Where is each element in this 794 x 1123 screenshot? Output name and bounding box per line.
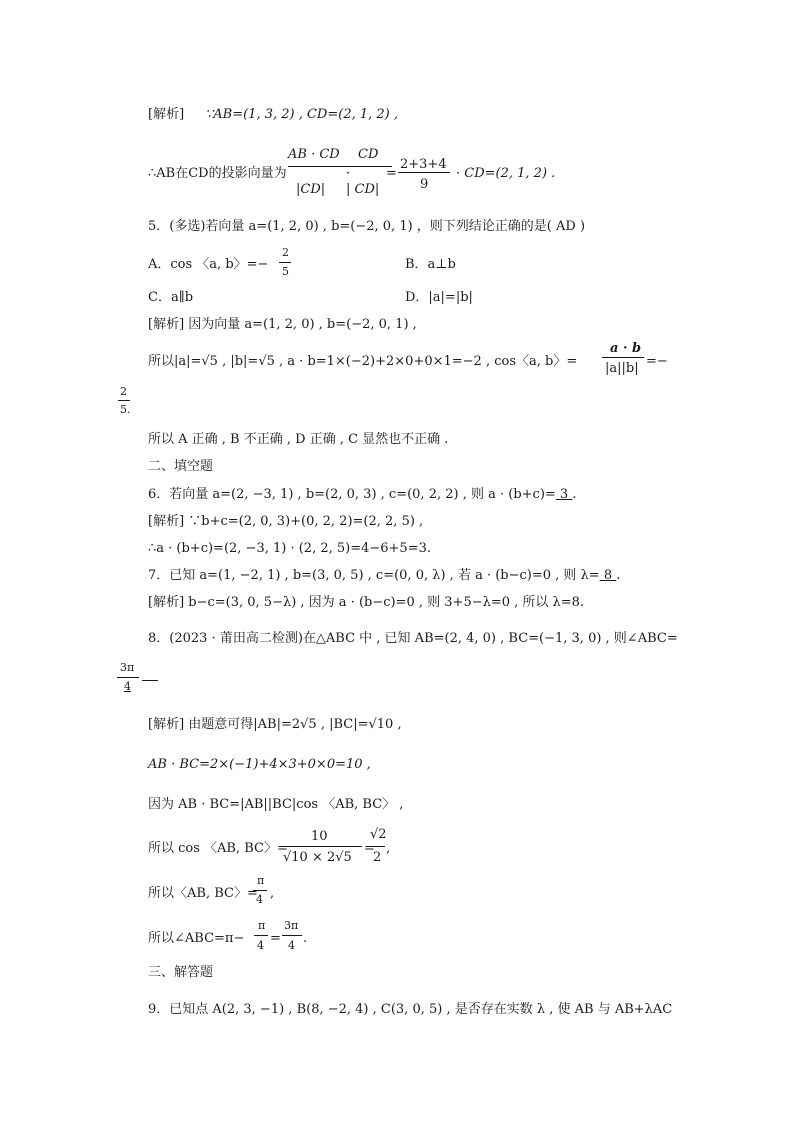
solution-4-num: 10	[311, 829, 328, 844]
question-8-solution-4: 所以 cos 〈AB, BC〉=	[148, 841, 288, 856]
question-8-answer-num: 3π	[120, 661, 135, 674]
question-6-answer: 3	[555, 487, 573, 502]
solution-5-post: ,	[270, 886, 275, 901]
question-7-answer: 8	[599, 568, 617, 583]
question-5-stem: 5．(多选)若向量 a=(1, 2, 0) , b=(−2, 0, 1) ，则下列结论正确的是( AD )	[148, 219, 586, 234]
fraction-bar	[282, 935, 302, 936]
solution-6-num2: 3π	[284, 919, 299, 932]
solution-4-num2: √2	[370, 827, 387, 842]
projection-suffix: · CD=(2, 1, 2) .	[456, 166, 556, 181]
question-7-text: 7．已知 a=(1, −2, 1) , b=(3, 0, 5) , c=(0, 0, λ) , 若 a · (b−c)=0 , 则 λ=	[148, 568, 600, 583]
projection-prefix: ∴AB在CD的投影向量为	[148, 166, 287, 181]
question-8-solution-1: [解析] 由题意可得|AB|=2√5 , |BC|=√10 ,	[148, 717, 402, 732]
projection-den2: | CD|	[346, 182, 380, 197]
question-6-text: 6．若向量 a=(2, −3, 1) , b=(2, 0, 3) , c=(0, 2, 2) , 则 a · (b+c)=	[148, 487, 556, 502]
question-9-stem: 9．已知点 A(2, 3, −1) , B(8, −2, 4) , C(3, 0, 5) , 是否存在实数 λ , 使 AB 与 AB+λAC	[148, 1002, 673, 1017]
question-6-solution-1: [解析] ∵b+c=(2, 0, 3)+(0, 2, 2)=(2, 2, 5) ,	[148, 514, 424, 529]
fraction-bar	[117, 677, 139, 678]
question-8-solution-2: AB · BC=2×(−1)+4×3+0×0=10 ,	[148, 757, 371, 772]
question-5-conclusion: 所以 A 正确 , B 不正确 , D 正确 , C 显然也不正确 .	[148, 432, 449, 447]
question-5-option-a: A．cos 〈a, b〉=−	[148, 257, 269, 272]
option-a-num: 2	[282, 246, 289, 259]
projection-num3: 2+3+4	[400, 157, 447, 172]
question-5-option-b: B．a⊥b	[405, 257, 456, 272]
question-6-solution-2: ∴a · (b+c)=(2, −3, 1) · (2, 2, 5)=4−6+5=3.	[148, 541, 431, 556]
solution-5-num: π	[257, 874, 265, 887]
projection-eq: =	[386, 166, 397, 181]
fraction-bar	[288, 166, 340, 167]
fraction-bar	[602, 357, 644, 358]
fraction-bar	[279, 262, 291, 263]
solution-6-post: .	[303, 931, 308, 946]
fraction-bar	[254, 935, 268, 936]
option-a-den: 5	[282, 265, 289, 278]
solution-4-given: ∵AB=(1, 3, 2) , CD=(2, 1, 2) ,	[205, 107, 399, 122]
question-5-option-d: D．|a|=|b|	[405, 290, 473, 305]
question-8-answer-den: 4	[124, 680, 131, 693]
section-heading-fill-in: 二、填空题	[148, 459, 214, 474]
fraction-bar	[340, 166, 392, 167]
projection-dot: ·	[346, 166, 351, 181]
question-7-solution: [解析] b−c=(3, 0, 5−λ) , 因为 a · (b−c)=0 , 则 3+5−λ=0 , 所以 λ=8.	[148, 595, 585, 610]
question-6-end: .	[572, 487, 577, 502]
solution-4-den2: 2	[373, 850, 382, 865]
solution-6-eq: =	[270, 931, 281, 946]
fraction-bar	[369, 846, 385, 847]
projection-num1: AB · CD	[288, 147, 340, 162]
question-5-solution-2: 所以|a|=√5 , |b|=√5 , a · b=1×(−2)+2×0+0×1=−2 , cos〈a, b〉=	[148, 354, 578, 369]
solution-5-den: 4	[256, 893, 263, 906]
fraction-bar	[398, 172, 450, 173]
solution-4-eq: =	[364, 841, 375, 856]
solution-frac-num: a · b	[610, 341, 642, 356]
solution-4-tag: [解析]	[148, 107, 185, 122]
question-6-stem	[148, 488, 576, 501]
question-8-solution-5: 所以〈AB, BC〉=	[148, 886, 258, 901]
solution-6-den: 4	[257, 939, 264, 952]
fraction-bar	[282, 846, 362, 847]
projection-den1: |CD|	[296, 182, 326, 197]
question-8-solution-6: 所以∠ABC=π−	[148, 931, 245, 946]
question-5-option-c: C．a∥b	[148, 290, 194, 305]
answer-blank-line	[142, 678, 158, 681]
fraction-bar	[118, 400, 130, 401]
continued-num: 2	[120, 385, 127, 398]
continued-den: 5.	[120, 403, 131, 416]
question-5-solution-1: [解析] 因为向量 a=(1, 2, 0) , b=(−2, 0, 1) ,	[148, 317, 417, 332]
solution-4-den: √10 × 2√5	[283, 850, 352, 865]
section-heading-answer: 三、解答题	[148, 965, 214, 980]
question-7-stem	[148, 569, 620, 582]
projection-num2: CD	[358, 147, 379, 162]
projection-den3: 9	[420, 177, 429, 192]
solution-4-post: ,	[386, 841, 391, 856]
question-8-stem: 8．(2023 · 莆田高二检测)在△ABC 中 , 已知 AB=(2, 4, 0) , BC=(−1, 3, 0) , 则∠ABC=	[148, 631, 678, 646]
question-7-end: .	[616, 568, 621, 583]
question-8-solution-3: 因为 AB · BC=|AB||BC|cos 〈AB, BC〉 ,	[148, 797, 404, 812]
solution-frac-den: |a||b|	[605, 361, 639, 376]
solution-6-num: π	[258, 919, 266, 932]
solution-6-den2: 4	[288, 939, 295, 952]
fraction-bar	[253, 890, 267, 891]
solution-tail: =−	[646, 354, 668, 369]
